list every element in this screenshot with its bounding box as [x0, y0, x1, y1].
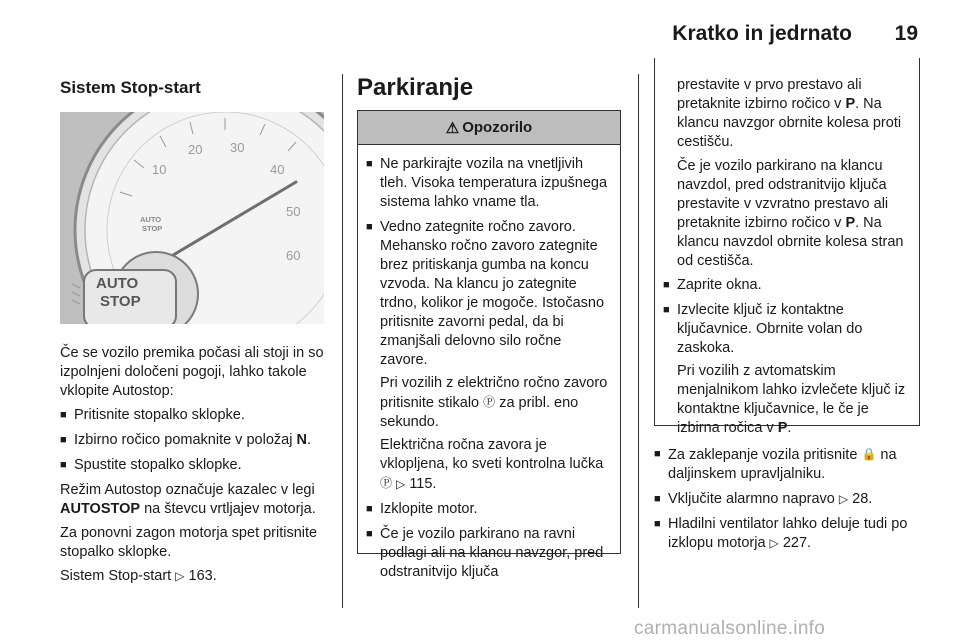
- list-item-text: .: [306, 432, 311, 448]
- parking-brake-icon: Ⓟ: [380, 476, 393, 490]
- triangle-arrow-icon: ▷: [838, 492, 849, 506]
- reference-page: 115.: [409, 476, 437, 492]
- dial-number: 30: [230, 140, 245, 155]
- dial-number: 10: [152, 162, 167, 177]
- cross-reference[interactable]: Sistem Stop-start ▷ 163.: [60, 568, 217, 584]
- list-item: [60, 431, 326, 450]
- square-bullet-icon: ■: [663, 279, 670, 291]
- paragraph-restart: Za ponovni zagon motorja spet pritisnite stopalko sklopke.: [60, 525, 318, 560]
- list-parking-warnings: [366, 155, 612, 582]
- list-item: [60, 456, 326, 475]
- dial-number: 20: [188, 142, 203, 157]
- autostop-term: AUTOSTOP: [60, 501, 141, 517]
- list-item: ■ Ne parkirajte vozila na vnetljivih tleh. Visoka temperatura izpušnega sistema lahko vname tla.: [366, 156, 608, 210]
- gear-position-n: N: [296, 432, 307, 448]
- warning-header: [358, 111, 620, 145]
- list-parking-warnings-continued: [663, 276, 911, 438]
- reference-page: 163.: [188, 568, 217, 584]
- list-item-text: Pritisnite stopalko sklopke.: [74, 407, 245, 423]
- paragraph-autostop-indicator: Režim Autostop označuje kazalec v legi AUTOSTOP na števcu vrtljajev motorja.: [60, 482, 316, 517]
- square-bullet-icon: ■: [366, 503, 373, 515]
- column-parking: [357, 70, 621, 580]
- list-item: ■ Za zaklepanje vozila pritisnite 🔒 na daljinskem upravljalniku.: [654, 447, 897, 482]
- parking-brake-icon: Ⓟ: [483, 395, 496, 409]
- column-divider: [638, 74, 639, 608]
- triangle-arrow-icon: ▷: [769, 536, 779, 550]
- list-item-text: Spustite stopalko sklopke.: [74, 457, 242, 473]
- paragraph-autostop-intro: Če se vozilo premika počasi ali stoji in so izpolnjeni določeni pogoji, lahko takole vklopite Autostop:: [60, 345, 324, 399]
- warning-triangle-icon: ⚠: [445, 119, 460, 137]
- list-item: ■ Izklopite motor.: [366, 501, 478, 517]
- paragraph-brake-indicator: Električna ročna zavora je vklopljena, ko sveti kontrolna lučka Ⓟ ▷ 115.: [380, 437, 604, 492]
- dial-number: 60: [286, 248, 301, 263]
- list-item: ■ Hladilni ventilator lahko deluje tudi po izklopu motorja ▷ 227.: [654, 516, 908, 551]
- watermark: carmanualsonline.info: [634, 618, 826, 639]
- dial-label: STOP: [142, 224, 163, 233]
- section-heading-stop-start: Sistem Stop-start: [60, 78, 201, 97]
- warning-body: [358, 145, 620, 580]
- running-title: Kratko in jedrnato: [672, 22, 852, 45]
- warning-title: Opozorilo: [462, 119, 533, 136]
- gear-position-p: P: [845, 96, 856, 112]
- triangle-arrow-icon: ▷: [175, 569, 185, 583]
- list-autostop-steps: [60, 406, 326, 475]
- tachometer-illustration: [60, 112, 324, 324]
- square-bullet-icon: ■: [60, 459, 67, 471]
- parking-steps-after-warning: [654, 445, 924, 559]
- list-parking-steps: [654, 445, 924, 553]
- running-header: [0, 0, 960, 60]
- warning-box-continued: [654, 58, 920, 436]
- autostop-button-label: AUTO: [96, 275, 139, 292]
- warning-box: [357, 110, 621, 580]
- page-number: 19: [894, 22, 918, 45]
- list-item: ■ Izvlecite ključ iz kontaktne ključavnice. Obrnite volan do zaskoka. Pri vozilih z avtomatskim menjalnikom lahko izvlečete ključ iz kontaktne ključavnice, le če je izbirna ročica v P.: [663, 301, 911, 438]
- gear-position-p: P: [777, 420, 788, 436]
- list-item: ■ Zaprite okna.: [663, 277, 762, 293]
- list-item: ■ Če je vozilo parkirano na ravni podlagi ali na klancu navzgor, pred odstranitvijo ključa: [366, 526, 604, 580]
- square-bullet-icon: ■: [60, 409, 67, 421]
- square-bullet-icon: ■: [366, 528, 373, 540]
- square-bullet-icon: ■: [654, 448, 661, 460]
- list-item: ■ Vedno zategnite ročno zavoro. Mehansko ročno zavoro zategnite brez pritiskanja gumba na koncu vzvoda. Na klancu jo zategnite trdno, kolikor je mogoče. Istočasno pritisnite zavorni pedal, da bi zmanjšali delovno silo ročne zavore. Pri vozilih z električno ročno zavoro pritisnite stikalo Ⓟ za pribl. eno sekundo. Električna ročna zavora je vklopljena, ko sveti kontrolna lučka Ⓟ ▷ 115.: [366, 218, 612, 494]
- section-heading-parking: Parkiranje: [357, 74, 474, 101]
- square-bullet-icon: ■: [654, 518, 661, 530]
- square-bullet-icon: ■: [60, 434, 67, 446]
- autostop-button-label: STOP: [100, 293, 141, 310]
- warning-body: [655, 58, 919, 438]
- triangle-arrow-icon: ▷: [396, 477, 406, 491]
- column-divider: [342, 74, 343, 608]
- figure-tachometer: [60, 112, 324, 324]
- list-item: [60, 406, 326, 425]
- reference-page[interactable]: 227.: [782, 535, 812, 551]
- paragraph-downhill: Če je vozilo parkirano na klancu navzdol, pred odstranitvijo ključa prestavite v vzvratno prestavo ali pretaknite izbirno ročico v P. Na klancu navzdol obrnite kolesa stran od cestišča.: [677, 158, 904, 269]
- dial-number: 50: [286, 204, 301, 219]
- paragraph-electric-brake: Pri vozilih z električno ročno zavoro pritisnite stikalo Ⓟ za pribl. eno sekundo.: [380, 375, 608, 430]
- paragraph-automatic: Pri vozilih z avtomatskim menjalnikom lahko izvlečete ključ iz kontaktne ključavnice, le če je izbirna ročica v P.: [677, 363, 906, 436]
- dial-number: 40: [270, 162, 285, 177]
- square-bullet-icon: ■: [654, 493, 661, 505]
- list-item: ■ Vključite alarmno napravo ▷ 28.: [654, 491, 873, 507]
- list-item-text: Izbirno ročico pomaknite v položaj: [74, 432, 297, 448]
- square-bullet-icon: ■: [366, 158, 373, 170]
- gear-position-p: P: [845, 215, 856, 231]
- square-bullet-icon: ■: [366, 221, 373, 233]
- paragraph-uphill: prestavite v prvo prestavo ali pretaknite izbirno ročico v P. Na klancu navzgor obrnite kolesa proti cestišču.: [677, 77, 902, 150]
- column-stop-start: [60, 70, 326, 591]
- square-bullet-icon: ■: [663, 304, 670, 316]
- dial-label: AUTO: [140, 215, 162, 224]
- reference-page[interactable]: 28.: [852, 491, 873, 507]
- lock-icon: 🔒: [861, 447, 877, 461]
